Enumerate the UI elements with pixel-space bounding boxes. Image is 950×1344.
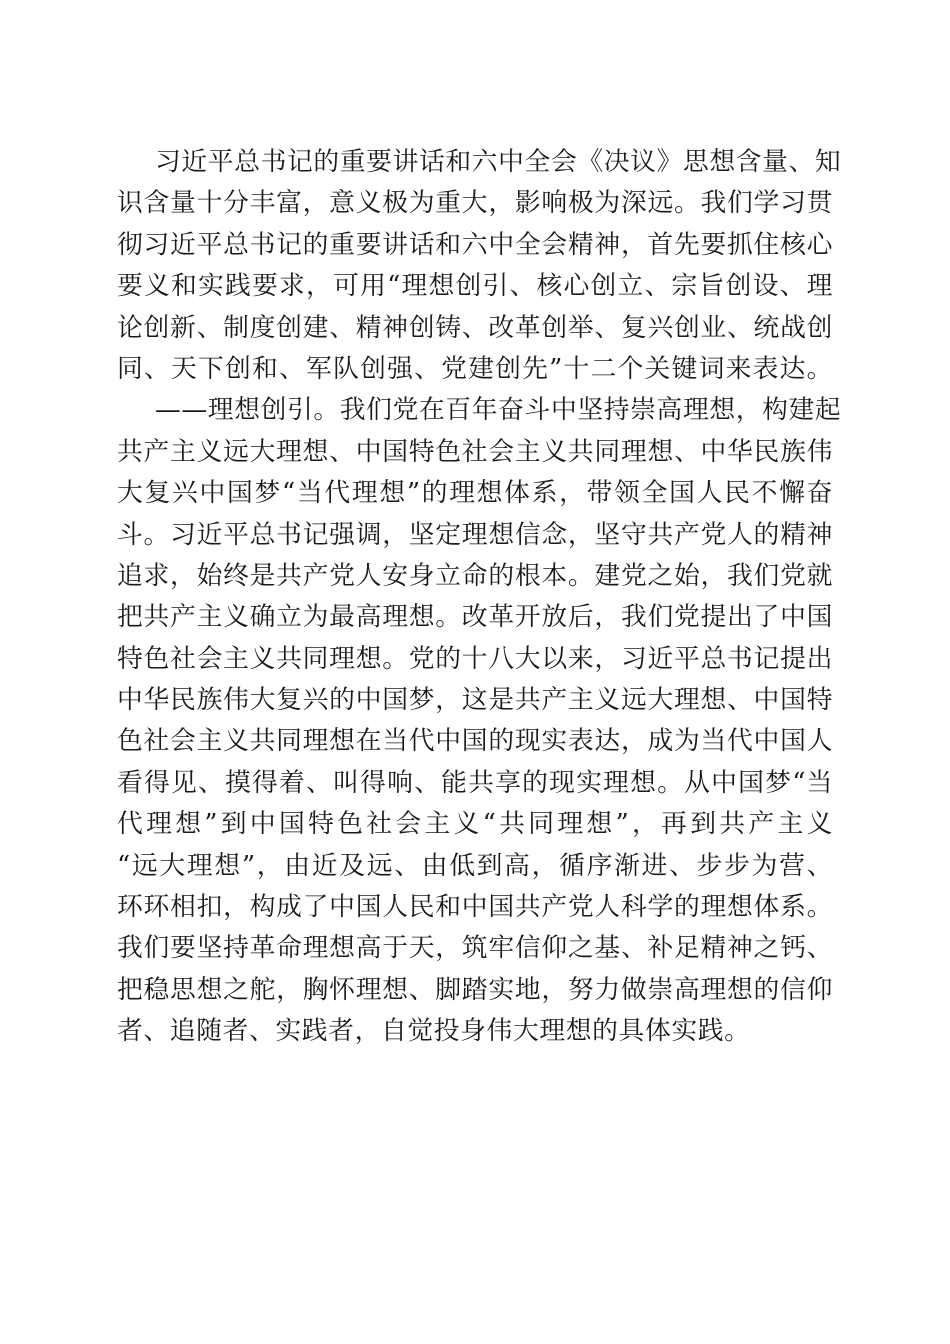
text-line: 者、追随者、实践者，自觉投身伟大理想的具体实践。 [117, 1016, 751, 1047]
text-line: ——理想创引。我们党在百年奋斗中坚持崇高理想，构建起 [155, 395, 842, 426]
text-line: 把共产主义确立为最高理想。改革开放后，我们党提出了中国 [117, 602, 833, 633]
text-line: 习近平总书记的重要讲话和六中全会《决议》思想含量、知 [155, 147, 842, 177]
text-line: 大复兴中国梦“当代理想”的理想体系，带领全国人民不懈奋 [117, 478, 833, 509]
text-line: 环环相扣，构成了中国人民和中国共产党人科学的理想体系。 [117, 892, 833, 923]
document-body [117, 142, 842, 1053]
text-line: 共产主义远大理想、中国特色社会主义共同理想、中华民族伟 [117, 436, 833, 467]
text-line: 论创新、制度创建、精神创铸、改革创举、复兴创业、统战创 [117, 312, 833, 343]
text-line: 追求，始终是共产党人安身立命的根本。建党之始，我们党就 [117, 560, 833, 591]
text-line: 斗。习近平总书记强调，坚定理想信念，坚守共产党人的精神 [117, 519, 833, 550]
text-line: 同、天下创和、军队创强、党建创先”十二个关键词来表达。 [117, 353, 833, 384]
text-line: 要义和实践要求，可用“理想创引、核心创立、宗旨创设、理 [117, 271, 833, 302]
text-line: “远大理想”，由近及远、由低到高，循序渐进、步步为营、 [117, 850, 833, 881]
paragraph-2 [117, 390, 842, 1052]
text-line: 把稳思想之舵，胸怀理想、脚踏实地，努力做崇高理想的信仰 [117, 974, 833, 1005]
text-line: 色社会主义共同理想在当代中国的现实表达，成为当代中国人 [117, 726, 833, 757]
text-line: 识含量十分丰富，意义极为重大，影响极为深远。我们学习贯 [117, 188, 833, 219]
text-line: 我们要坚持革命理想高于天，筑牢信仰之基、补足精神之钙、 [117, 933, 833, 964]
text-line: 看得见、摸得着、叫得响、能共享的现实理想。从中国梦“当 [117, 767, 833, 798]
text-line: 代理想”到中国特色社会主义“共同理想”，再到共产主义 [117, 809, 833, 840]
text-line: 中华民族伟大复兴的中国梦，这是共产主义远大理想、中国特 [117, 685, 833, 716]
text-line: 彻习近平总书记的重要讲话和六中全会精神，首先要抓住核心 [117, 229, 833, 260]
paragraph-1 [117, 142, 842, 390]
text-line: 特色社会主义共同理想。党的十八大以来，习近平总书记提出 [117, 643, 833, 674]
